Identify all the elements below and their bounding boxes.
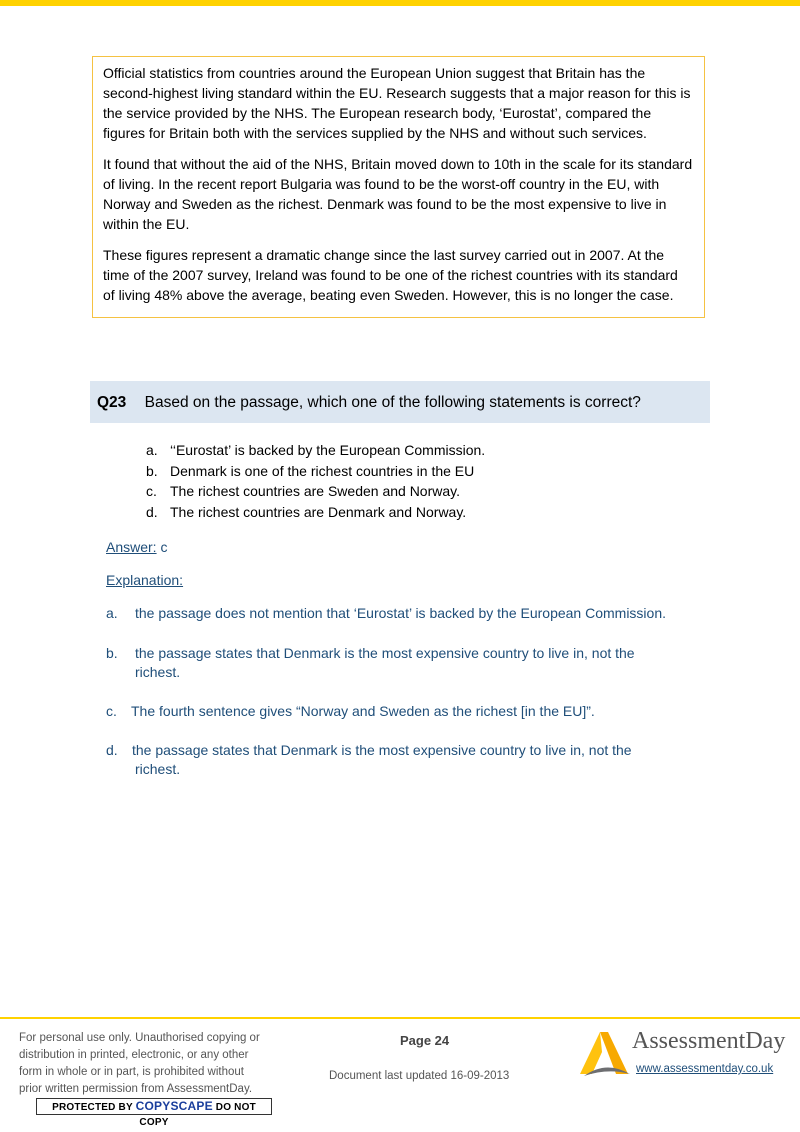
notice-line: For personal use only. Unauthorised copying or — [19, 1032, 260, 1044]
explanation-letter: d. — [106, 742, 118, 758]
option-letter: b. — [146, 462, 158, 479]
top-accent-bar — [0, 0, 800, 6]
option-text: ‘‘Eurostat’ is backed by the European Commission. — [170, 442, 486, 458]
question-text: Based on the passage, which one of the following statements is correct? — [144, 394, 641, 411]
logo-text: AssessmentDay — [632, 1028, 786, 1054]
question-number: Q23 — [97, 394, 127, 411]
notice-line: form in whole or in part, is prohibited without — [19, 1066, 244, 1078]
option-letter: a. — [146, 442, 158, 458]
explanation-item-c — [106, 702, 703, 721]
explanation-letter: b. — [106, 645, 118, 661]
option-text: The richest countries are Sweden and Norway. — [170, 483, 460, 499]
option-text: The richest countries are Denmark and Norway. — [170, 503, 467, 520]
notice-line: prior written permission from AssessmentDay. — [19, 1083, 253, 1095]
explanation-item-a — [106, 604, 703, 623]
option-letter: d. — [146, 503, 158, 520]
explanation-letter: c. — [106, 703, 117, 719]
notice-line: distribution in printed, electronic, or any other — [19, 1049, 249, 1061]
answer-value: c — [156, 539, 168, 555]
option-d — [146, 502, 485, 523]
option-c — [146, 481, 485, 502]
explanation-text: the passage states that Denmark is the most expensive country to live in, not the — [135, 645, 635, 661]
option-text: Denmark is one of the richest countries in the EU — [170, 462, 475, 479]
answer — [106, 539, 167, 555]
passage-paragraph-2: It found that without the aid of the NHS, Britain moved down to 10th in the scale for its standard of living. In the recent report Bulgaria was found to be the worst-off country in the EU, with Norway and Sweden as the richest. Denmark was found to be the most expensive to live in within the EU. — [103, 156, 693, 232]
explanation-text: The fourth sentence gives “Norway and Sweden as the richest [in the EU]”. — [131, 703, 595, 719]
option-b — [146, 461, 485, 482]
copyscape-suffix: DO NOT COPY — [139, 1102, 256, 1128]
question-header — [90, 381, 710, 423]
explanation-label: Explanation: — [106, 572, 184, 588]
copyright-notice — [19, 1030, 289, 1098]
page-number: Page 24 — [400, 1033, 450, 1048]
option-a — [146, 440, 485, 461]
explanation-text: the passage states that Denmark is the most expensive country to live in, not the — [132, 742, 632, 758]
explanation-text-continued: richest. — [135, 664, 181, 680]
copyscape-prefix: PROTECTED BY — [52, 1102, 136, 1113]
assessmentday-logo-icon — [578, 1030, 632, 1078]
passage-box — [92, 56, 705, 318]
copyscape-badge — [36, 1098, 272, 1128]
explanation-item-b — [106, 644, 703, 682]
answer-options — [146, 440, 485, 522]
passage-paragraph-1: Official statistics from countries around the European Union suggest that Britain has the second-highest living standard within the EU. Research suggests that a major reason for this is the service provided by the NHS. The European research body, ‘Eurostat’, compared the figures for Britain both with the services supplied by the NHS and without such services. — [103, 65, 691, 141]
copyscape-brand: COPYSCAPE — [135, 1099, 213, 1113]
explanation-item-d — [106, 741, 703, 779]
last-updated: Document last updated 16-09-2013 — [329, 1070, 510, 1082]
explanation-letter: a. — [106, 605, 118, 621]
explanation-text-continued: richest. — [135, 761, 181, 777]
answer-label: Answer: — [106, 539, 157, 555]
explanation-text: the passage does not mention that ‘Eurostat’ is backed by the European Commission. — [135, 605, 667, 621]
website-link[interactable]: www.assessmentday.co.uk — [636, 1063, 774, 1075]
option-letter: c. — [146, 483, 157, 499]
footer-divider — [0, 1017, 800, 1019]
passage-paragraph-3: These figures represent a dramatic change since the last survey carried out in 2007. At the time of the 2007 survey, Ireland was found to be one of the richest countries with its standard of living 48% above the average, beating even Sweden. However, this is no longer the case. — [103, 247, 678, 303]
